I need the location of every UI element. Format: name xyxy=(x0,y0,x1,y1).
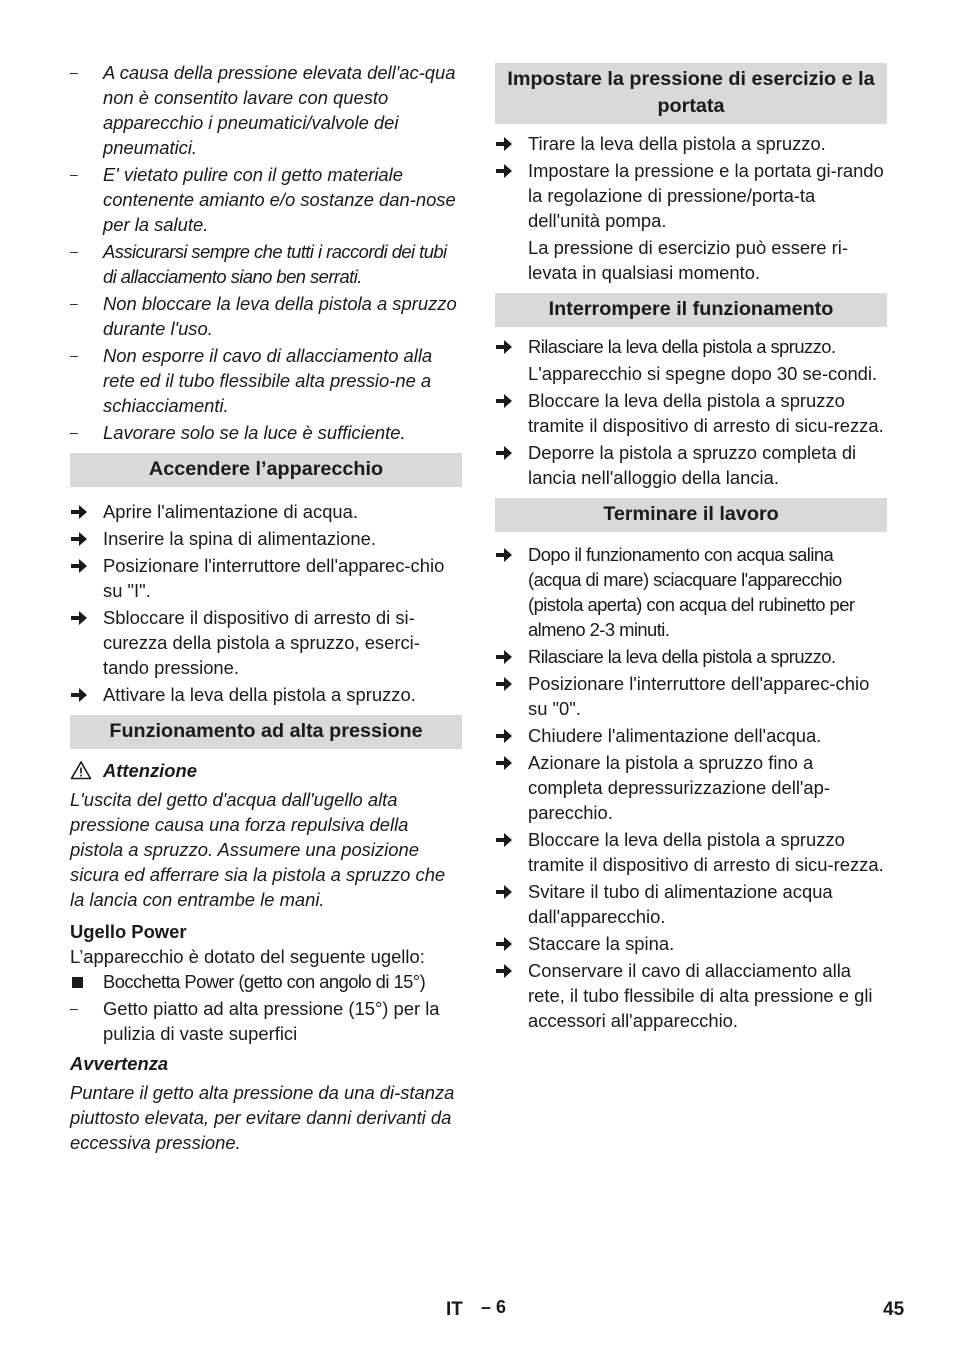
arrow-right-icon xyxy=(495,671,523,699)
arrow-right-icon xyxy=(495,931,523,959)
square-bullet-icon xyxy=(70,969,98,994)
right-column xyxy=(495,63,887,1035)
step-item: Conservare il cavo di allacciamento alla rete, il tubo flessibile di alta pressione e gli accessori all'apparecchio. xyxy=(495,958,887,1033)
arrow-right-icon xyxy=(495,723,523,751)
step-item: Chiudere l'alimentazione dell'acqua. xyxy=(495,723,887,748)
arrow-right-icon xyxy=(495,334,523,362)
dash-marker: – xyxy=(70,1000,78,1016)
arrow-right-icon xyxy=(495,158,523,186)
arrow-right-icon xyxy=(495,958,523,986)
arrow-right-icon xyxy=(495,131,523,159)
step-item: Dopo il funzionamento con acqua salina (acqua di mare) sciacquare l'apparecchio (pistola aperta) con acqua del rubinetto per almeno 2-3 minuti. xyxy=(495,542,887,642)
dash-marker: – xyxy=(70,64,78,80)
dash-marker: – xyxy=(70,347,78,363)
footer-page-number: 45 xyxy=(883,1299,905,1320)
step-note: L'apparecchio si spegne dopo 30 se-condi. xyxy=(528,363,878,384)
dash-marker: – xyxy=(70,243,78,259)
safety-list xyxy=(70,60,462,445)
warning-title: Attenzione xyxy=(70,758,462,783)
arrow-right-icon xyxy=(70,553,98,581)
step-item: Sbloccare il dispositivo di arresto di si-curezza della pistola a spruzzo, eserci-tando pressione. xyxy=(70,605,462,680)
step-note: La pressione di esercizio può essere ri-levata in qualsiasi momento. xyxy=(528,237,848,283)
step-item: Rilasciare la leva della pistola a spruzzo. xyxy=(495,644,887,669)
list-item: – Assicurarsi sempre che tutti i raccordi dei tubi di allacciamento siano ben serrati. xyxy=(70,241,447,287)
finish-steps xyxy=(495,542,887,1033)
list-item: – Lavorare solo se la luce è sufficiente. xyxy=(70,422,406,443)
left-column xyxy=(70,60,462,1155)
step-item: Azionare la pistola a spruzzo fino a completa depressurizzazione dell'ap-parecchio. xyxy=(495,750,887,825)
list-item: – E' vietato pulire con il getto materiale contenente amianto e/o sostanze dan-nose per la salute. xyxy=(70,164,456,235)
arrow-right-icon xyxy=(495,542,523,570)
arrow-right-icon xyxy=(70,526,98,554)
step-item: Bloccare la leva della pistola a spruzzo tramite il dispositivo di arresto di sicu-rezza. xyxy=(495,388,887,438)
step-item: Bloccare la leva della pistola a spruzzo tramite il dispositivo di arresto di sicu-rezza. xyxy=(495,827,887,877)
arrow-right-icon xyxy=(495,750,523,778)
section-heading-pressure: Impostare la pressione di esercizio e la portata xyxy=(495,63,887,124)
footer-language: IT xyxy=(446,1299,463,1320)
section-heading-switch-on: Accendere l’apparecchio xyxy=(70,453,462,487)
pressure-steps xyxy=(495,131,887,285)
switch-on-steps xyxy=(70,499,462,707)
nozzle-heading: Ugello Power xyxy=(70,921,187,942)
list-item: – Non esporre il cavo di allacciamento alla rete ed il tubo flessibile alta pressio-ne a schiacciamenti. xyxy=(70,345,433,416)
arrow-right-icon xyxy=(70,682,98,710)
note-text: Puntare il getto alta pressione da una di-stanza piuttosto elevata, per evitare danni derivanti da eccessiva pressione. xyxy=(70,1082,455,1153)
warning-text: L'uscita del getto d'acqua dall'ugello alta pressione causa una forza repulsiva della pistola a spruzzo. Assumere una posizione sicura ed afferrare sia la pistola a spruzzo che la lancia con entrambe le mani. xyxy=(70,789,446,910)
nozzle-dash-item: – Getto piatto ad alta pressione (15°) per la pulizia di vaste superfici xyxy=(70,998,440,1044)
note-heading: Avvertenza xyxy=(70,1053,169,1074)
step-item: Posizionare l'interruttore dell'apparec-chio su "I". xyxy=(70,553,462,603)
nozzle-bullet: Bocchetta Power (getto con angolo di 15°) xyxy=(70,969,462,994)
arrow-right-icon xyxy=(495,879,523,907)
list-item: – Non bloccare la leva della pistola a spruzzo durante l'uso. xyxy=(70,293,457,339)
step-item: Rilasciare la leva della pistola a spruzzo. xyxy=(495,334,887,359)
warning-triangle-icon xyxy=(70,760,92,785)
step-item: Tirare la leva della pistola a spruzzo. xyxy=(495,131,887,156)
arrow-right-icon xyxy=(495,827,523,855)
dash-marker: – xyxy=(70,295,78,311)
arrow-right-icon xyxy=(495,644,523,672)
footer-section-page: – 6 xyxy=(481,1297,507,1317)
arrow-right-icon xyxy=(70,605,98,633)
step-item: Svitare il tubo di alimentazione acqua dall'apparecchio. xyxy=(495,879,887,929)
step-item: Aprire l'alimentazione di acqua. xyxy=(70,499,462,524)
list-item: – A causa della pressione elevata dell'ac-qua non è consentito lavare con questo apparecchio i pneumatici/valvole dei pneumatici. xyxy=(70,62,456,158)
step-item: Deporre la pistola a spruzzo completa di lancia nell'alloggio della lancia. xyxy=(495,440,887,490)
step-item: Attivare la leva della pistola a spruzzo. xyxy=(70,682,462,707)
interrupt-steps xyxy=(495,334,887,490)
step-item: Posizionare l'interruttore dell'apparec-chio su "0". xyxy=(495,671,887,721)
section-heading-high-pressure: Funzionamento ad alta pressione xyxy=(70,715,462,749)
section-heading-interrupt: Interrompere il funzionamento xyxy=(495,293,887,327)
step-item: Impostare la pressione e la portata gi-rando la regolazione di pressione/porta-ta dell'unità pompa. xyxy=(495,158,887,233)
section-heading-finish: Terminare il lavoro xyxy=(495,498,887,532)
arrow-right-icon xyxy=(495,440,523,468)
arrow-right-icon xyxy=(495,388,523,416)
step-item: Inserire la spina di alimentazione. xyxy=(70,526,462,551)
step-item: Staccare la spina. xyxy=(495,931,887,956)
dash-marker: – xyxy=(70,166,78,182)
dash-marker: – xyxy=(70,424,78,440)
arrow-right-icon xyxy=(70,499,98,527)
nozzle-intro: L’apparecchio è dotato del seguente ugello: xyxy=(70,946,425,967)
